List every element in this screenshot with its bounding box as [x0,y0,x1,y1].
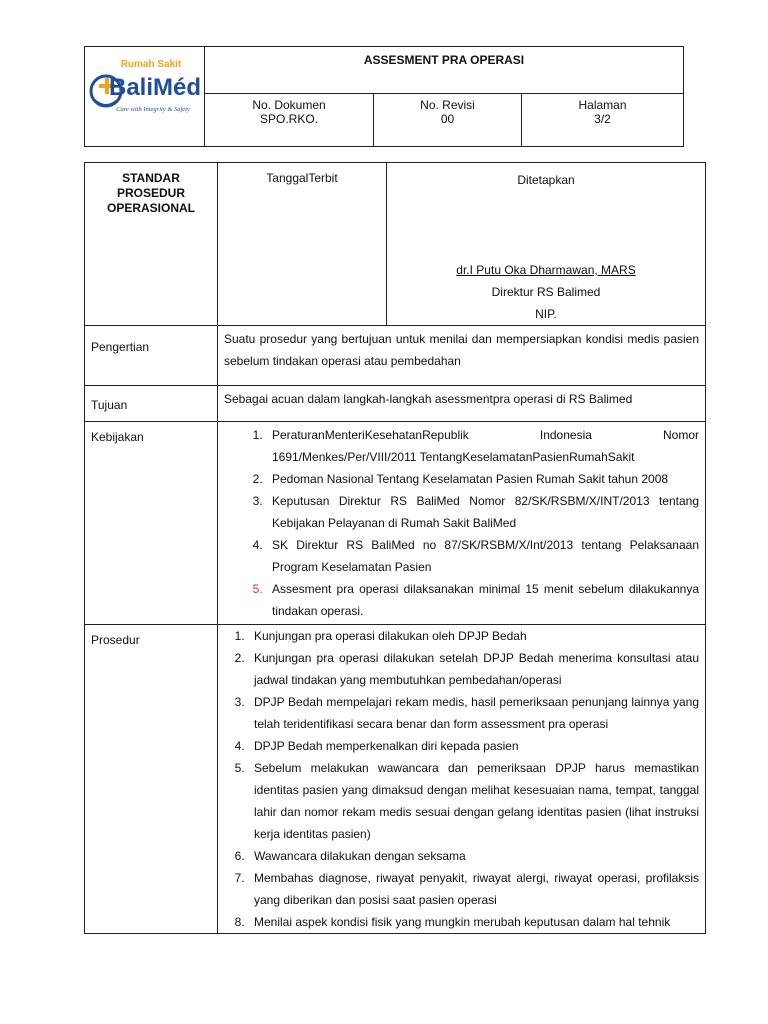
prosedur-item: 1. Kunjungan pra operasi dilakukan oleh DPJP Bedah [248,625,699,647]
procedure-table [84,162,706,934]
signer-nip: NIP. [535,307,557,321]
prosedur-item: 6. Wawancara dilakukan dengan seksama [248,845,699,867]
signer-name: dr.I Putu Oka Dharmawan, MARS [456,263,636,277]
logo-brand-text: BaliMéd [108,74,201,101]
signer-title: Direktur RS Balimed [491,285,601,299]
prosedur-item: 2. Kunjungan pra operasi dilakukan setelah DPJP Bedah menerima konsultasi atau jadwal tindakan yang membutuhkan pembedahan/operasi [248,647,699,691]
kebijakan-item: 4. SK Direktur RS BaliMed no 87/SK/RSBM/X/Int/2013 tentang Pelaksanaan Program Keselamatan Pasien [266,534,699,578]
spo-line-2: PROSEDUR [116,186,185,200]
pengertian-text: Suatu prosedur yang bertujuan untuk menilai dan mempersiapkan kondisi medis pasien sebelum tindakan operasi atau pembedahan [218,326,706,386]
document-title: ASSESMENT PRA OPERASI [205,47,684,94]
revision-value: 00 [440,112,455,126]
pengertian-label: Pengertian [85,326,218,386]
balimed-logo [89,51,201,131]
ditetapkan-label: Ditetapkan [517,173,575,187]
prosedur-item: 7. Membahas diagnose, riwayat penyakit, riwayat alergi, riwayat operasi, profilaksis yang diberikan dan posisi saat pasien operasi [248,867,699,911]
kebijakan-item: 5. Assesment pra operasi dilaksanakan minimal 15 menit sebelum dilakukannya tindakan operasi. [266,578,699,622]
prosedur-item: 4. DPJP Bedah memperkenalkan diri kepada pasien [248,735,699,757]
kebijakan-content [218,422,706,625]
prosedur-item: 5. Sebelum melakukan wawancara dan pemeriksaan DPJP harus memastikan identitas pasien yang dimaksud dengan melihat kesesuaian nama, tempat, tanggal lahir dan nomor rekam medis sesuai dengan gelang identitas pasien (lihat instruksi kerja identitas pasien) [248,757,699,845]
revision-cell [374,94,522,147]
tujuan-label: Tujuan [85,386,218,422]
kebijakan-label: Kebijakan [85,422,218,625]
logo-tagline: Care with Integrity & Safety [116,106,190,113]
spo-line-1: STANDAR [122,171,180,185]
prosedur-item: 3. DPJP Bedah mempelajari rekam medis, hasil pemeriksaan penunjang lainnya yang telah teridentifikasi secara benar dan form assessment pra operasi [248,691,699,735]
tanggal-terbit-cell [218,163,387,326]
kebijakan-list [224,424,699,622]
revision-label: No. Revisi [420,98,475,112]
logo-top-text: Rumah Sakit [120,59,182,70]
document-header [84,46,684,147]
tanggal-terbit-label: TanggalTerbit [266,171,338,185]
tujuan-text: Sebagai acuan dalam langkah-langkah asessmentpra operasi di RS Balimed [218,386,706,422]
logo-cell [85,47,205,147]
doc-number-value: SPO.RKO. [259,112,318,126]
spo-line-3: OPERASIONAL [106,201,195,215]
prosedur-content [218,625,706,934]
doc-number-label: No. Dokumen [252,98,326,112]
spo-label-cell [85,163,218,326]
kebijakan-item: 2. Pedoman Nasional Tentang Keselamatan Pasien Rumah Sakit tahun 2008 [266,468,699,490]
page-cell [522,94,684,147]
prosedur-item: 8. Menilai aspek kondisi fisik yang mungkin merubah keputusan dalam hal tehnik [248,911,699,933]
kebijakan-item: 3. Keputusan Direktur RS BaliMed Nomor 82/SK/RSBM/X/INT/2013 tentang Kebijakan Pelayanan di Rumah Sakit BaliMed [266,490,699,534]
doc-number-cell [205,94,374,147]
page-value: 3/2 [594,112,611,126]
page-label: Halaman [578,98,627,112]
ditetapkan-cell [387,163,706,326]
prosedur-list [224,625,699,933]
prosedur-label: Prosedur [85,625,218,934]
kebijakan-item: 1. PeraturanMenteriKesehatanRepublik Indonesia Nomor 1691/Menkes/Per/VIII/2011 TentangKeselamatanPasienRumahSakit [266,424,699,468]
